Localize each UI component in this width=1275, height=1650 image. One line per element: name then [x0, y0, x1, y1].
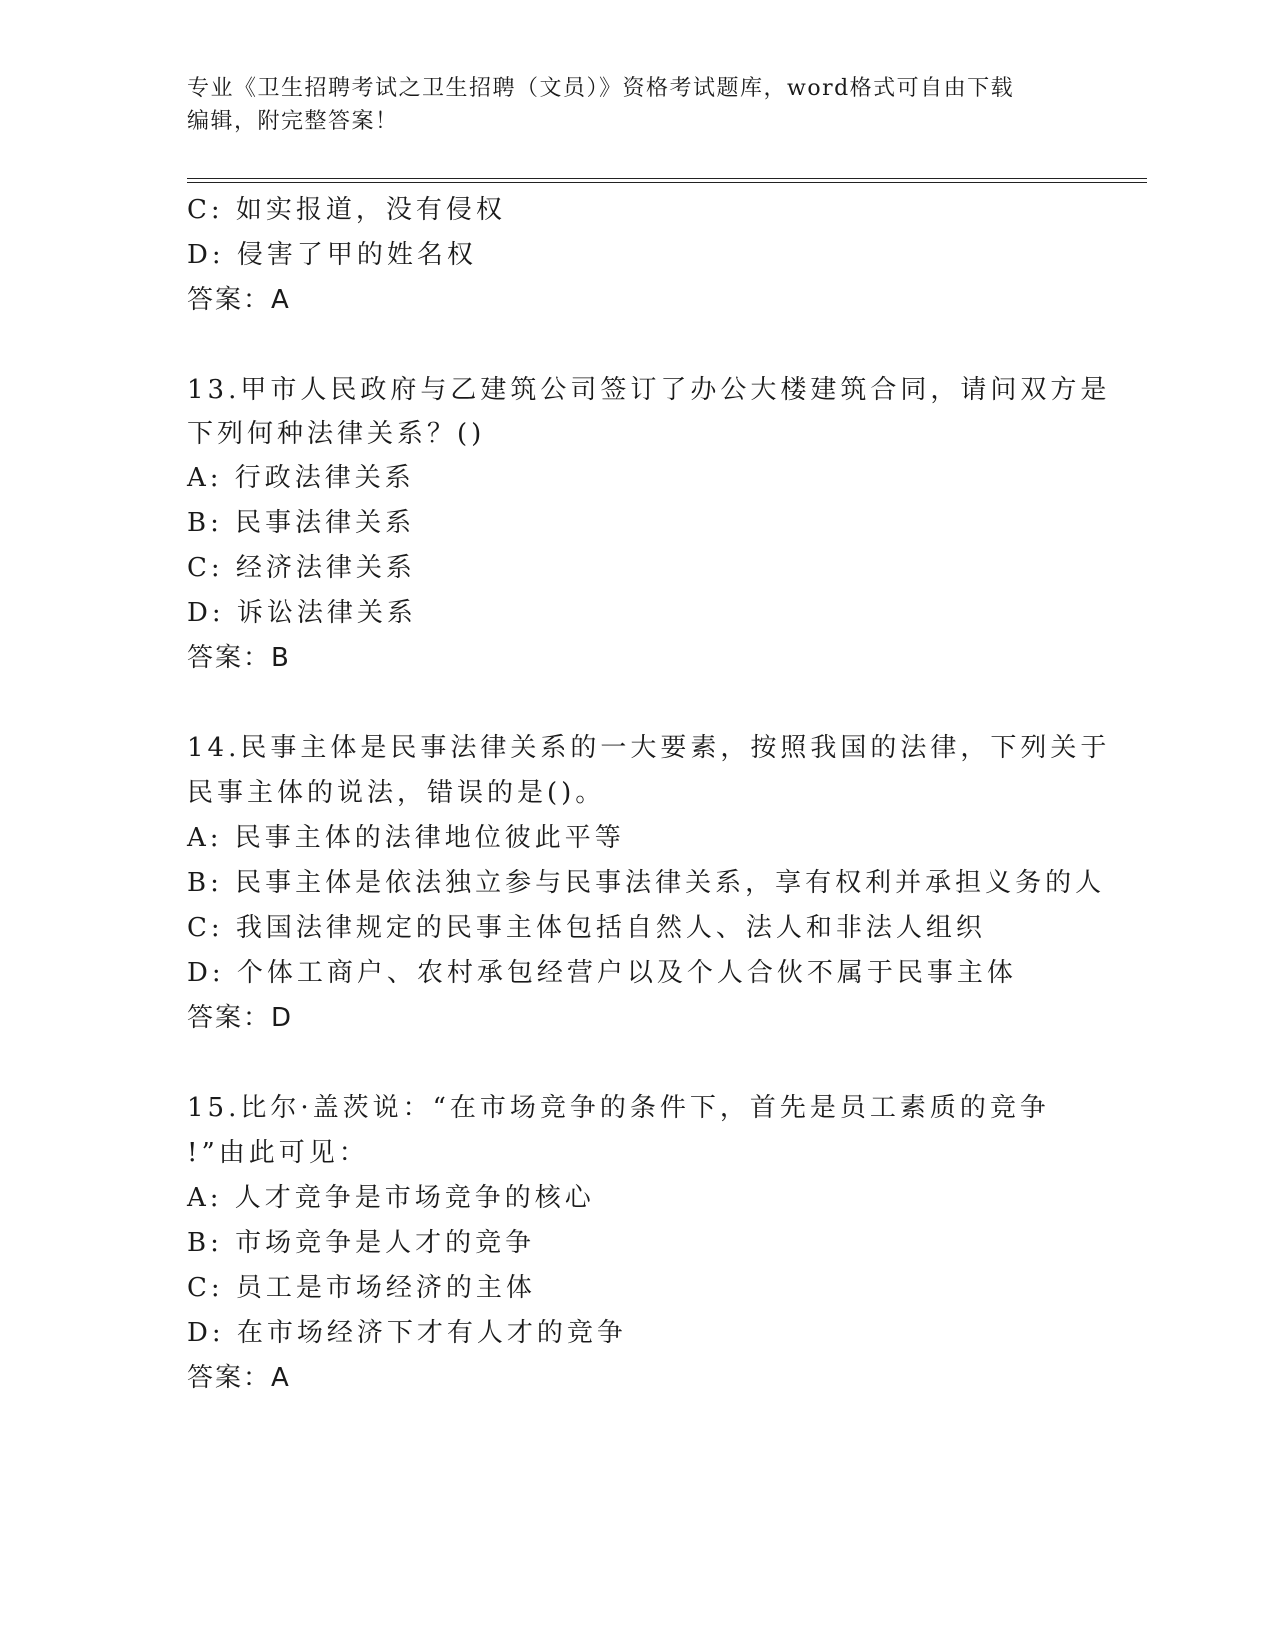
q12-option-d: D: 侵害了甲的姓名权	[187, 240, 477, 270]
q14-stem-line-1: 14.民事主体是民事法律关系的一大要素，按照我国的法律，下列关于	[187, 733, 1111, 763]
header-divider	[187, 178, 1147, 183]
q15-option-a: A: 人才竞争是市场竞争的核心	[187, 1183, 595, 1213]
q15-option-c: C: 员工是市场经济的主体	[187, 1273, 536, 1303]
q12-option-c: C: 如实报道，没有侵权	[187, 195, 506, 225]
q15-answer: 答案：A	[187, 1363, 291, 1393]
q13-stem-line-2: 下列何种法律关系？()	[187, 419, 486, 449]
q14-stem-line-2: 民事主体的说法，错误的是()。	[187, 778, 606, 808]
q13-option-a: A: 行政法律关系	[187, 463, 415, 493]
q13-option-c: C: 经济法律关系	[187, 553, 416, 583]
q13-answer: 答案：B	[187, 643, 291, 673]
q15-stem-line-1: 15.比尔·盖茨说：“在市场竞争的条件下，首先是员工素质的竞争	[187, 1093, 1050, 1123]
q14-option-a: A: 民事主体的法律地位彼此平等	[187, 823, 625, 853]
q12-answer: 答案：A	[187, 285, 291, 315]
header-line-2: 编辑，附完整答案！	[187, 109, 399, 134]
q15-option-b: B: 市场竞争是人才的竞争	[187, 1228, 536, 1258]
q15-option-d: D: 在市场经济下才有人才的竞争	[187, 1318, 627, 1348]
header-line-1: 专业《卫生招聘考试之卫生招聘（文员）》资格考试题库，word格式可自由下载	[187, 76, 1015, 101]
q13-option-b: B: 民事法律关系	[187, 508, 416, 538]
document-header	[187, 72, 1087, 138]
q14-option-c: C: 我国法律规定的民事主体包括自然人、法人和非法人组织	[187, 913, 986, 943]
q13-option-d: D: 诉讼法律关系	[187, 598, 417, 628]
q15-stem-line-2: !”由此可见：	[187, 1138, 369, 1168]
q13-stem-line-1: 13.甲市人民政府与乙建筑公司签订了办公大楼建筑合同，请问双方是	[187, 375, 1111, 405]
q14-answer: 答案：D	[187, 1003, 294, 1033]
q14-option-b: B: 民事主体是依法独立参与民事法律关系，享有权利并承担义务的人	[187, 868, 1106, 898]
q14-option-d: D: 个体工商户、农村承包经营户以及个人合伙不属于民事主体	[187, 958, 1017, 988]
